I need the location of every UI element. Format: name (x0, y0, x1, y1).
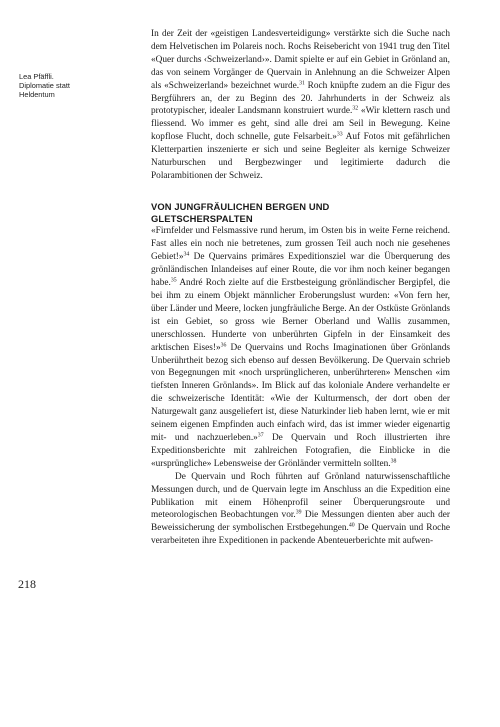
text-run: De Quervain und Roche verarbeiteten ihre Expeditionen in packende Abenteuerberichte mit aufwen- (151, 523, 450, 547)
paragraph (151, 28, 450, 183)
margin-note (19, 72, 129, 99)
heading-line: GLETSCHERSPALTEN (151, 213, 253, 225)
footnote-marker: 34 (183, 251, 190, 258)
margin-note-line: Diplomatie statt (19, 81, 70, 90)
paragraph (151, 471, 450, 548)
text-run: In der Zeit der «geistigen Landesverteidigung» verstärkte sich die Suche nach dem Helvetischen im Polareis noch. Rochs Reisebericht von 1941 trug den Titel «Quer durchs ‹Schweizerland›». Damit spielte er auf ein Gebiet in Grönland an, das von seinem Vorgänger de Quervain in Anlehnung an die Schweizer Alpen als «Schweizerland» bezeichnet wurde. (151, 29, 450, 91)
footnote-marker: 38 (390, 458, 397, 465)
text-run: De Quervains primäres Expeditionsziel war die Überquerung des grönländischen Inlandeises auf einer Route, die vor ihm noch keiner begangen habe. (151, 252, 450, 289)
text-run: «Wir klettern rasch und fliessend. Wo immer es geht, sind alle drei am Seil in Bewegung. Keine kopflose Flucht, doch schnelle, gute Felsarbeit.» (151, 106, 451, 143)
text-run: Auf Fotos mit gefährlichen Kletterpartien inszenierte er sich und seine Begleiter als kernige Schweizer Naturburschen und Bergbezwinger und legitimierte dadurch die Polarambitionen der Schweiz. (151, 132, 451, 181)
section-body (151, 225, 450, 548)
main-text-column (151, 28, 450, 548)
footnote-marker: 32 (352, 105, 359, 112)
footnote-marker: 31 (299, 80, 305, 87)
footnote-marker: 36 (220, 342, 227, 349)
margin-note-line: Heldentum (19, 90, 55, 99)
paragraph (151, 225, 450, 470)
footnote-marker: 35 (170, 277, 177, 284)
footnote-marker: 37 (257, 432, 264, 439)
footnote-marker: 33 (336, 131, 343, 138)
text-run: Roch knüpfte zudem an die Figur des Bergführers an, der zu Beginn des 20. Jahrhunderts in der Schweiz als prototypischer, idealer Landsmann konstruiert wurde. (151, 80, 451, 117)
page-number: 218 (18, 577, 36, 591)
text-run: De Quervains und Rochs Imaginationen über Grönlands Unberührtheit bezog sich ebenso auf dessen Bevölkerung. De Quervain schrieb von Begegnungen mit «noch ursprünglicheren, unberührteren» Menschen «im tiefsten Inneren Grönlands». Im Blick auf das koloniale Andere verhandelte er die schweizerische Identität: «Wie der Kulturmensch, der dort oben der Naturgewalt ganz ausgeliefert ist, diese Naturkinder lieb haben lernt, wie er mit seinem eigenen Empfinden auch einfach wird, das ist immer wieder eigenartig mit- und nachzuerleben.» (151, 342, 450, 443)
footnote-marker: 40 (348, 522, 355, 529)
section-intro (151, 28, 450, 183)
text-run: De Quervain und Roch führten auf Grönland naturwissenschaftliche Messungen durch, und de Quervain legte im Anschluss an die Expedition eine Publikation mit einem Höhenprofil seiner Überquerungsroute und meteorologischen Beobachtungen vor. (151, 471, 450, 521)
margin-note-line: Lea Pfäffli. (19, 72, 54, 81)
heading-line: VON JUNGFRÄULICHEN BERGEN UND (151, 200, 330, 212)
footnote-marker: 39 (295, 509, 302, 516)
section-heading (151, 201, 450, 226)
text-run: «Firnfelder und Felsmassive rund herum, im Osten bis in weite Ferne reichend. Fast alles ein noch nie betretenes, zum grossen Teil auch noch nie gesehenes Gebiet!» (151, 226, 450, 263)
text-run: Die Messungen dienten aber auch der Beweissicherung der symbolischen Erstbegehungen. (151, 510, 451, 534)
text-run: André Roch zielte auf die Erstbesteigung grönländischer Bergipfel, die bei ihm zu einem Objekt männlicher Eroberungslust wurden: «Von fern her, über Länder und Meere, locken jungfräuliche Berge. An der Ostküste Grönlands ist ein Gebiet, so gross wie Berner Oberland und Wallis zusammen, unerschlossen. Hunderte von unberührten Gipfeln in der Einsamkeit des arktischen Eises!» (151, 278, 450, 353)
text-run: De Quervain und Roch illustrierten ihre Expeditionsberichte mit zahlreichen Fotografien, die Einblicke in die «ursprüngliche» Lebensweise der Grönländer vermitteln sollten. (151, 432, 450, 469)
